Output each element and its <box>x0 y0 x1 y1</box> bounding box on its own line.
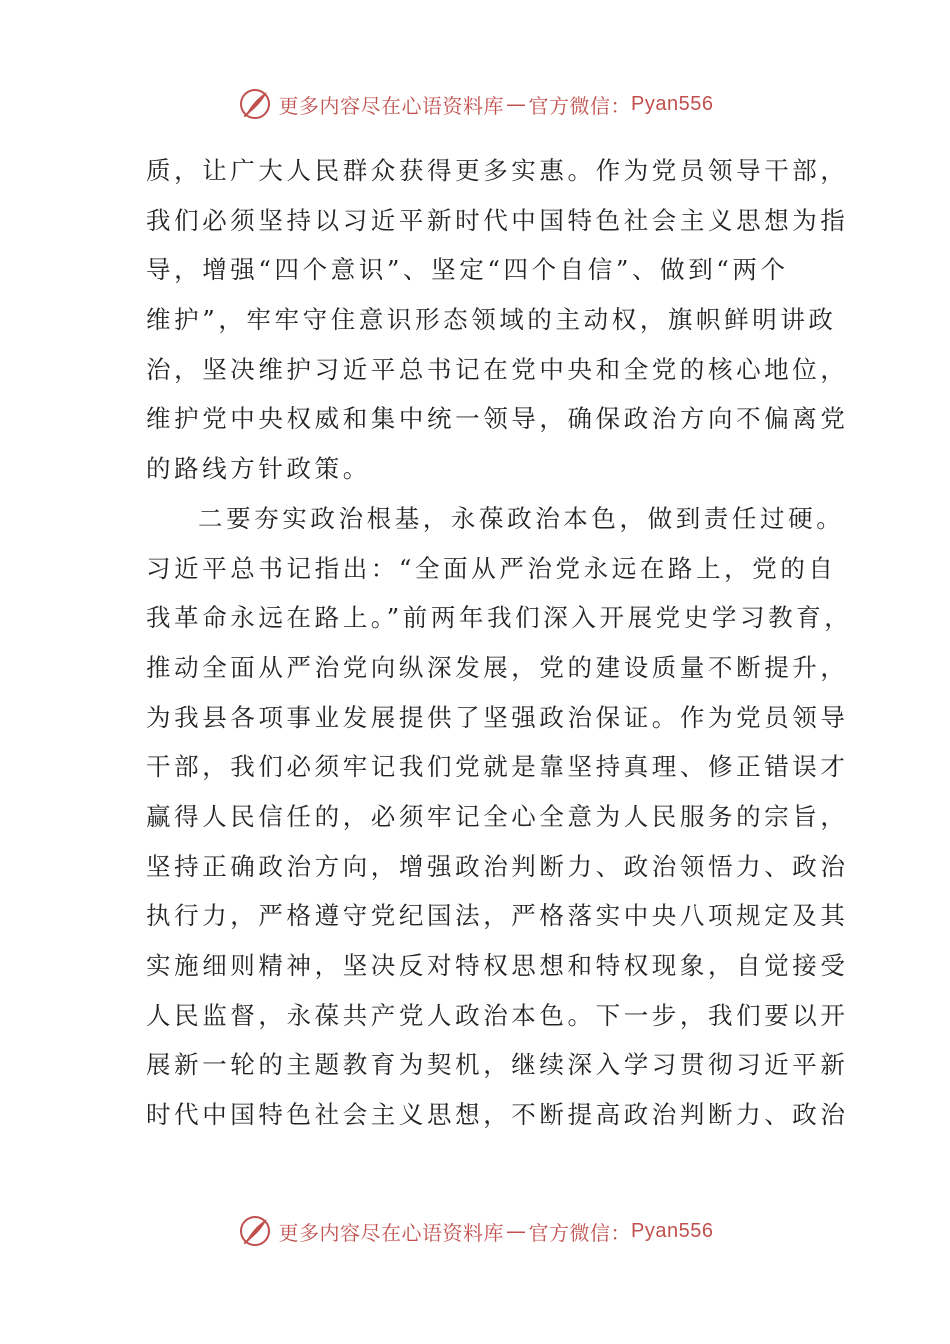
header-official-label: 官方微信： <box>528 93 632 118</box>
footer-site-name: 更多内容尽在心语资料库 <box>278 1220 505 1245</box>
text-line: 坚持正确政治方向，增强政治判断力、政治领悟力、政治 <box>146 851 849 881</box>
footer-wechat-id: Pyan556 <box>631 1219 714 1242</box>
header-separator: — <box>506 92 527 116</box>
text-line: 维护党中央权威和集中统一领导，确保政治方向不偏离党 <box>146 404 849 434</box>
text-line: 治，坚决维护习近平总书记在党中央和全党的核心地位， <box>146 354 849 384</box>
text-line: 时代中国特色社会主义思想，不断提高政治判断力、政治 <box>146 1100 849 1130</box>
text-line: 维护”，牢牢守住意识形态领域的主动权，旗帜鲜明讲政 <box>146 305 837 335</box>
text-line: 推动全面从严治党向纵深发展，党的建设质量不断提升， <box>146 652 849 682</box>
header-site-name: 更多内容尽在心语资料库 <box>278 93 505 118</box>
body-text <box>146 146 853 1140</box>
text-line: 干部，我们必须牢记我们党就是靠坚持真理、修正错误才 <box>146 752 849 782</box>
text-line: 赢得人民信任的，必须牢记全心全意为人民服务的宗旨， <box>146 801 849 831</box>
text-line: 的路线方针政策。 <box>146 454 371 484</box>
footer-banner <box>0 1211 950 1251</box>
text-line: 实施细则精神，坚决反对特权思想和特权现象，自觉接受 <box>146 951 849 980</box>
text-line: 我们必须坚持以习近平新时代中国特色社会主义思想为指 <box>146 205 849 235</box>
text-line: 人民监督，永葆共产党人政治本色。下一步，我们要以开 <box>146 1000 849 1030</box>
text-line: 执行力，严格遵守党纪国法，严格落实中央八项规定及其 <box>146 901 849 931</box>
footer-official-label: 官方微信： <box>528 1220 632 1245</box>
footer-separator: — <box>506 1219 527 1243</box>
paragraph-start-line: 二要夯实政治根基，永葆政治本色，做到责任过硬。 <box>198 503 845 533</box>
text-line: 为我县各项事业发展提供了坚强政治保证。作为党员领导 <box>146 702 849 732</box>
header-wechat-id: Pyan556 <box>631 92 714 115</box>
quill-logo-icon <box>237 1213 273 1249</box>
text-line: 我革命永远在路上。”前两年我们深入开展党史学习教育， <box>146 603 853 633</box>
text-line: 习近平总书记指出：“全面从严治党永远在路上，党的自 <box>146 553 837 583</box>
text-line: 展新一轮的主题教育为契机，继续深入学习贯彻习近平新 <box>146 1050 849 1080</box>
header-banner <box>0 84 950 124</box>
quill-logo-icon <box>237 86 273 122</box>
text-line: 质，让广大人民群众获得更多实惠。作为党员领导干部， <box>146 156 849 185</box>
text-line: 导，增强“四个意识”、坚定“四个自信”、做到“两个 <box>146 255 789 285</box>
